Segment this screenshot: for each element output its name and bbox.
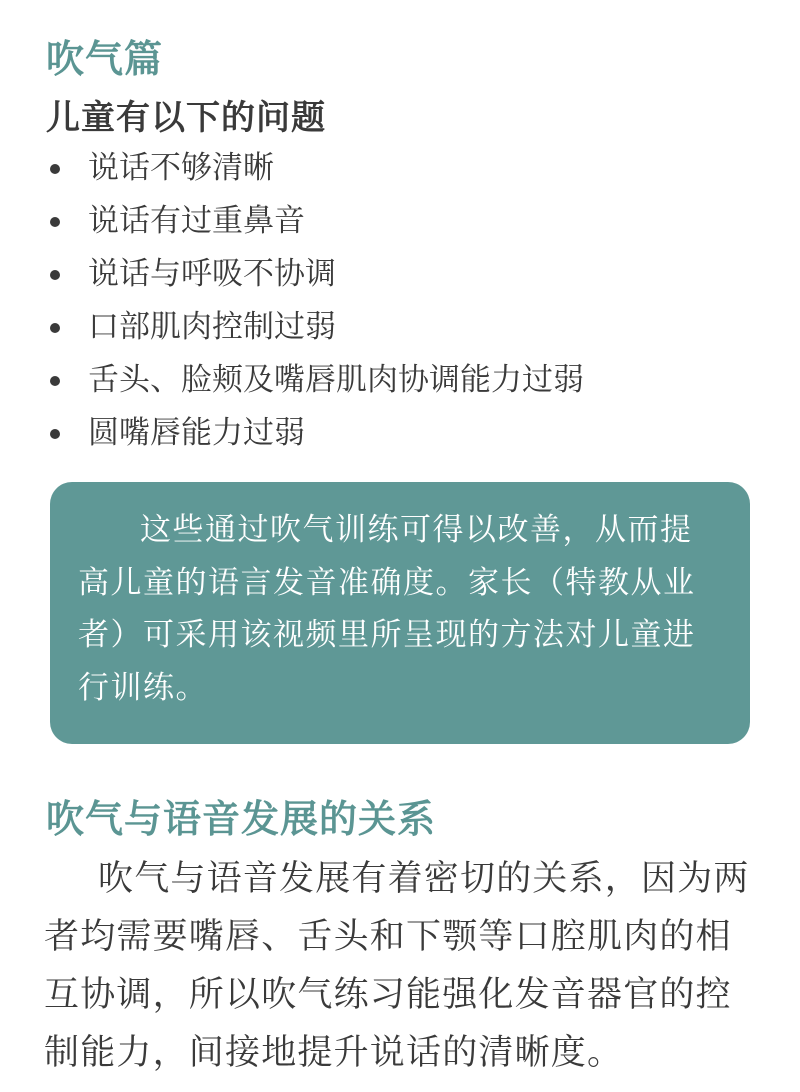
section-title-relation: 吹气与语音发展的关系 (46, 797, 437, 841)
list-item-text: 说话有过重鼻音 (88, 203, 305, 239)
info-box-text: 这些通过吹气训练可得以改善，从而提高儿童的语言发音准确度。家长（特教从业者）可采用该视频里所呈现的方法对儿童进行训练。 (78, 512, 696, 706)
list-item (46, 142, 584, 195)
list-item (46, 407, 584, 460)
list-item-text: 说话不够清晰 (88, 150, 274, 186)
problems-subtitle: 儿童有以下的问题 (46, 98, 326, 138)
bullet-dot-icon (50, 323, 60, 333)
list-item (46, 195, 584, 248)
bullet-dot-icon (50, 376, 60, 386)
bullet-dot-icon (50, 217, 60, 227)
bullet-dot-icon (50, 270, 60, 280)
list-item (46, 248, 584, 301)
list-item (46, 354, 584, 407)
list-item-text: 圆嘴唇能力过弱 (88, 415, 305, 451)
bullet-dot-icon (50, 164, 60, 174)
list-item-text: 说话与呼吸不协调 (88, 256, 336, 292)
list-item-text: 口部肌肉控制过弱 (88, 309, 336, 345)
section-title-blowing: 吹气篇 (46, 37, 164, 81)
bullet-dot-icon (50, 429, 60, 439)
info-box (50, 482, 750, 744)
relation-paragraph: 吹气与语音发展有着密切的关系，因为两者均需要嘴唇、舌头和下颚等口腔肌肉的相互协调，所以吹气练习能强化发音器官的控制能力，间接地提升说话的清晰度。 (44, 859, 750, 1073)
list-item-text: 舌头、脸颊及嘴唇肌肉协调能力过弱 (88, 362, 584, 398)
problems-list (46, 142, 584, 460)
list-item (46, 301, 584, 354)
